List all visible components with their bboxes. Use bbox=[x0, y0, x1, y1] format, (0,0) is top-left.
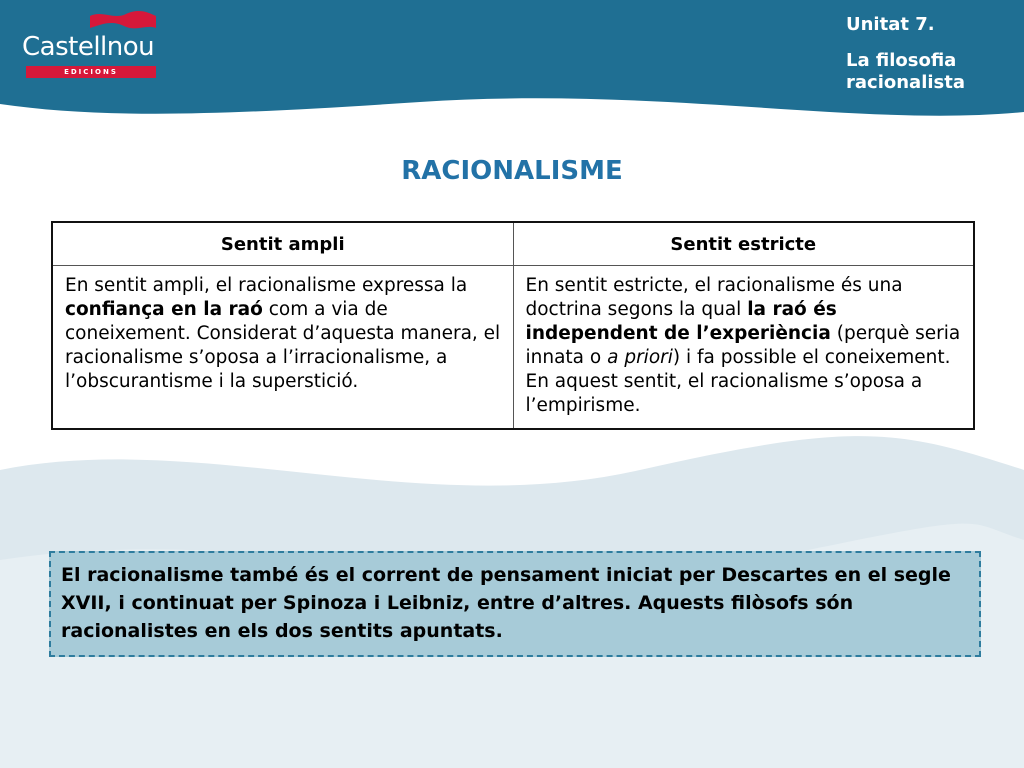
cell-strict-sense bbox=[513, 266, 974, 430]
definitions-table bbox=[51, 221, 975, 430]
italic-term: a priori bbox=[607, 347, 673, 368]
emphasis: la raó és independent de l’experiència bbox=[525, 299, 837, 344]
logo-name: Castellnou bbox=[22, 32, 155, 62]
text-run: En sentit ampli, el racionalisme expressa la bbox=[65, 275, 468, 296]
text-run: com a via de coneixement. Considerat d’aquesta manera, el racionalisme s’oposa a l’irracionalisme, a l’obscurantisme i la superstició. bbox=[65, 299, 501, 392]
note-box: El racionalisme també és el corrent de pensament iniciat per Descartes en el segle XVII, i continuat per Spinoza i Leibniz, entre d’altres. Aquests filòsofs són racionalistes en els dos sentits apuntats. bbox=[49, 551, 981, 657]
unit-heading bbox=[846, 14, 1006, 94]
column-header: Sentit estricte bbox=[513, 222, 974, 266]
cell-broad-sense bbox=[52, 266, 513, 430]
table-row bbox=[52, 266, 974, 430]
text-run: En sentit estricte, el racionalisme és una doctrina segons la qual bbox=[525, 275, 903, 320]
table-header-row bbox=[52, 222, 974, 266]
text-run: (perquè seria innata o bbox=[525, 323, 961, 368]
page-title: RACIONALISME bbox=[401, 156, 623, 186]
column-header: Sentit ampli bbox=[52, 222, 513, 266]
unit-subtitle: La filosofia racionalista bbox=[846, 50, 965, 93]
emphasis: confiança en la raó bbox=[65, 299, 263, 320]
text-run: ) i fa possible el coneixement. En aquest sentit, el racionalisme s’oposa a l’empirisme. bbox=[525, 347, 951, 416]
logo-subtitle: EDICIONS bbox=[26, 66, 156, 78]
flag-icon bbox=[88, 10, 158, 34]
castellnou-logo bbox=[22, 10, 162, 78]
unit-title: Unitat 7. bbox=[846, 14, 935, 35]
